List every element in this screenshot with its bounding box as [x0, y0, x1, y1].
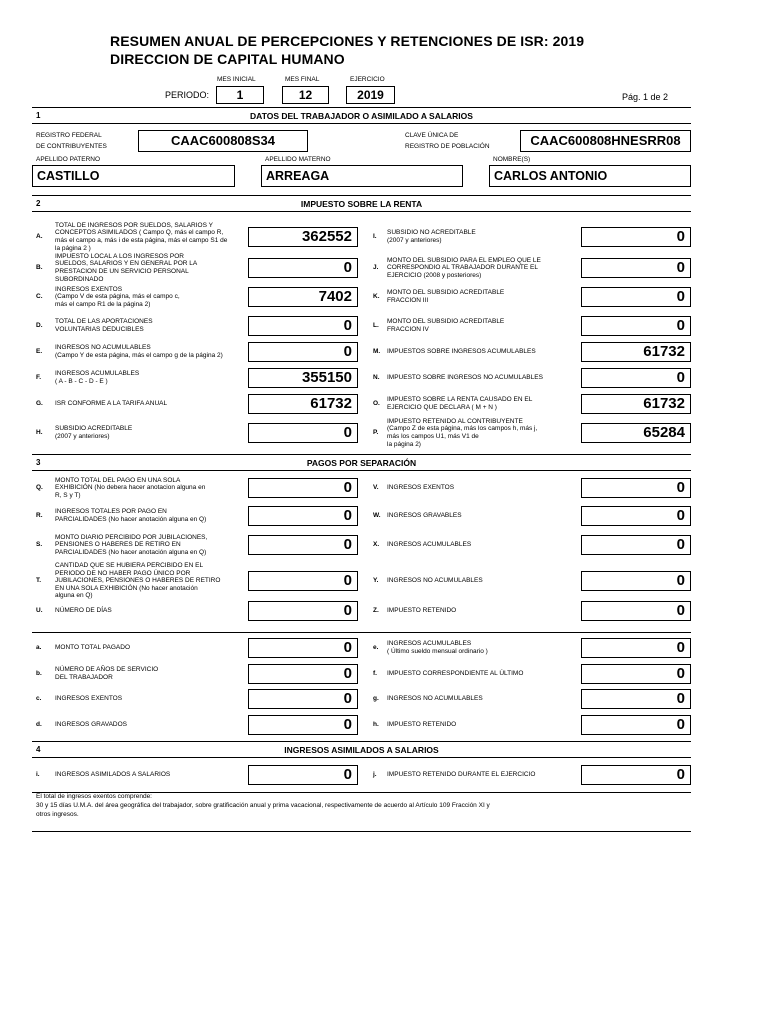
field-description-line: INGRESOS NO ACUMULABLES [387, 577, 483, 585]
field-description-line: SUBSIDIO ACREDITABLE [55, 425, 133, 433]
field-description-line: R, S y T) [55, 491, 81, 499]
field-letter: N. [373, 374, 380, 381]
amount-value: 0 [343, 259, 352, 276]
section3-title: PAGOS POR SEPARACIÓN [306, 458, 417, 468]
field-description-line: IMPUESTO LOCAL A LOS INGRESOS POR [55, 252, 184, 260]
amount-field [581, 478, 691, 498]
field-description-line: MONTO DEL SUBSIDIO PARA EL EMPLEO QUE LE [387, 256, 541, 264]
amount-value: 0 [676, 317, 685, 334]
amount-value: 0 [343, 424, 352, 441]
form-title: RESUMEN ANUAL DE PERCEPCIONES Y RETENCIONES DE ISR: 2019 [110, 33, 585, 49]
field-letter: h. [373, 721, 379, 728]
field-description [387, 577, 577, 585]
field-description-line: (Campo Y de esta página, más el campo g de la página 2) [55, 351, 223, 359]
amount-field [248, 506, 358, 526]
amount-value: 0 [343, 343, 352, 360]
ejercicio-label: EJERCICIO [350, 76, 385, 83]
amount-value: 0 [343, 690, 352, 707]
field-description [387, 640, 577, 655]
field-description [387, 541, 577, 549]
field-description-line: FRACCION III [387, 296, 429, 304]
field-description-line: ( Último sueldo mensual ordinario ) [387, 647, 488, 655]
section4-title: INGRESOS ASIMILADOS A SALARIOS [284, 745, 439, 755]
field-description-line: EXHIBICIÓN (No debera hacer anotacion alguna en [55, 484, 206, 492]
footer-note [36, 792, 656, 819]
field-description [387, 721, 577, 729]
field-description-line: IMPUESTO RETENIDO [387, 721, 457, 729]
amount-value: 61732 [310, 395, 352, 412]
field-description [55, 400, 245, 408]
amount-value: 0 [676, 639, 685, 656]
field-description [55, 318, 245, 333]
field-description [387, 318, 577, 333]
field-description-line: INGRESOS ACUMULABLES [387, 541, 472, 549]
amount-value: 0 [343, 639, 352, 656]
field-description-line: IMPUESTO CORRESPONDIENTE AL ÚLTIMO [387, 670, 524, 678]
field-description-line: IMPUESTO SOBRE LA RENTA CAUSADO EN EL [387, 396, 533, 404]
field-description-line: INGRESOS ACUMULABLES [387, 640, 472, 648]
field-description-line: INGRESOS ACUMULABLES [55, 370, 140, 378]
field-description-line: PENSIONES O HABERES DE RETIRO EN [55, 541, 181, 549]
section3-divider [32, 632, 691, 633]
amount-value: 355150 [301, 369, 352, 386]
field-description-line: INGRESOS EXENTOS [55, 285, 123, 293]
field-description [387, 257, 577, 280]
field-description [387, 771, 577, 779]
amount-field [581, 765, 691, 785]
section2-top-rule [32, 195, 691, 196]
amount-field [581, 258, 691, 278]
amount-value: 0 [343, 536, 352, 553]
field-description-line: CANTIDAD QUE SE HUBIERA PERCIBIDO EN EL [55, 562, 204, 569]
field-letter: U. [36, 607, 43, 614]
amount-field [581, 316, 691, 336]
field-description [387, 348, 577, 356]
section3-top-rule [32, 454, 691, 455]
field-description-line: MONTO DEL SUBSIDIO ACREDITABLE [387, 289, 505, 297]
field-letter: C. [36, 293, 43, 300]
field-description-line: IMPUESTO SOBRE INGRESOS NO ACUMULABLES [387, 374, 543, 382]
amount-value: 0 [343, 665, 352, 682]
field-letter: T. [36, 577, 42, 584]
amount-value: 362552 [301, 228, 352, 245]
amount-field [581, 664, 691, 684]
amount-value: 61732 [643, 395, 685, 412]
field-description [55, 644, 245, 652]
amount-field [248, 342, 358, 362]
field-description [387, 484, 577, 492]
field-description-line: EJERCICIO QUE DECLARA ( M + N ) [387, 403, 497, 411]
field-letter: K. [373, 293, 380, 300]
section1-top-rule [32, 107, 691, 108]
field-description-line: MONTO DEL SUBSIDIO ACREDITABLE [387, 318, 505, 326]
field-letter: R. [36, 512, 43, 519]
field-description-line: (Campo V de esta página, más el campo c, [55, 293, 180, 301]
section1-title-rule [32, 123, 691, 124]
field-description-line: INGRESOS NO ACUMULABLES [55, 344, 151, 352]
amount-field [581, 506, 691, 526]
field-description [55, 721, 245, 729]
field-description-line: JUBILACIONES, PENSIONES O HABERES DE RETIRO [55, 577, 221, 585]
field-description-line: INGRESOS EXENTOS [55, 695, 123, 703]
field-letter: W. [373, 512, 381, 519]
apellido-materno-field: ARREAGA [261, 165, 463, 187]
amount-value: 0 [676, 507, 685, 524]
field-description [55, 286, 245, 309]
amount-field [248, 765, 358, 785]
amount-value: 0 [343, 317, 352, 334]
rfc-label-2: DE CONTRIBUYENTES [36, 143, 107, 150]
curp-label-1: CLAVE ÚNICA DE [405, 132, 459, 139]
field-letter: b. [36, 670, 42, 677]
field-description [55, 695, 245, 703]
section3-title-rule [32, 470, 691, 471]
field-description [55, 344, 245, 359]
bottom-rule [32, 831, 691, 832]
field-letter: S. [36, 541, 43, 548]
footer-line: El total de ingresos exentos comprende: [36, 793, 152, 800]
field-description [55, 222, 245, 252]
field-description-line: CONCEPTOS ASIMILADOS ( Campo Q, más el campo R, [55, 229, 224, 237]
field-letter: D. [36, 322, 43, 329]
amount-field [581, 342, 691, 362]
amount-value: 0 [676, 665, 685, 682]
field-description-line: INGRESOS EXENTOS [387, 484, 455, 492]
field-description-line: SUBSIDIO NO ACREDITABLE [387, 229, 476, 237]
section3-number: 3 [36, 458, 41, 467]
amount-field [581, 287, 691, 307]
field-letter: X. [373, 541, 380, 548]
amount-field [248, 715, 358, 735]
field-description-line: la página 2 ) [55, 244, 91, 252]
field-description [387, 418, 577, 448]
ejercicio-field: 2019 [346, 86, 395, 104]
field-description-line: IMPUESTO RETENIDO [387, 607, 457, 615]
field-letter: J. [373, 264, 379, 271]
field-description-line: (2007 y anteriores) [55, 432, 110, 440]
field-letter: e. [373, 644, 379, 651]
field-description-line: TOTAL DE INGRESOS POR SUELDOS, SALARIOS Y [55, 221, 213, 229]
field-description-line: IMPUESTOS SOBRE INGRESOS ACUMULABLES [387, 348, 536, 356]
rfc-label-1: REGISTRO FEDERAL [36, 132, 102, 139]
field-letter: g. [373, 695, 379, 702]
amount-field [248, 316, 358, 336]
amount-field [581, 227, 691, 247]
field-letter: E. [36, 348, 43, 355]
field-description-line: IMPUESTO RETENIDO AL CONTRIBUYENTE [387, 417, 523, 425]
amount-field [248, 571, 358, 591]
amount-field [248, 601, 358, 621]
amount-value: 61732 [643, 343, 685, 360]
field-description [387, 670, 577, 678]
field-description [55, 370, 245, 385]
field-letter: i. [36, 771, 40, 778]
section4-top-rule [32, 741, 691, 742]
field-description [387, 396, 577, 411]
amount-value: 0 [676, 288, 685, 305]
field-description-line: FRACCION IV [387, 325, 429, 333]
amount-value: 0 [676, 369, 685, 386]
amount-value: 0 [343, 716, 352, 733]
amount-value: 0 [676, 479, 685, 496]
field-description-line: ISR CONFORME A LA TARIFA ANUAL [55, 400, 168, 408]
field-description-line: MONTO TOTAL PAGADO [55, 644, 131, 652]
curp-label-2: REGISTRO DE POBLACIÓN [405, 143, 490, 150]
department-title: DIRECCION DE CAPITAL HUMANO [110, 51, 345, 67]
field-description-line: (2007 y anteriores) [387, 236, 442, 244]
field-letter: V. [373, 484, 379, 491]
mes-inicial-field: 1 [216, 86, 264, 104]
apellido-materno-label: APELLIDO MATERNO [265, 156, 331, 163]
amount-field [581, 715, 691, 735]
field-letter: G. [36, 400, 43, 407]
field-description [55, 607, 245, 615]
field-description-line: NÚMERO DE AÑOS DE SERVICIO [55, 666, 159, 674]
field-description-line: alguna en Q) [55, 592, 93, 600]
nombre-field: CARLOS ANTONIO [489, 165, 691, 187]
field-description-line: más los campos U1, más V1 de [387, 432, 479, 440]
amount-field [248, 394, 358, 414]
amount-field [248, 227, 358, 247]
field-letter: j. [373, 771, 377, 778]
field-description-line: más el campo a, más i de esta página, más el campo S1 de [55, 236, 228, 244]
field-description-line: (Campo Z de esta página, más los campos h, más j, [387, 425, 538, 433]
amount-value: 0 [343, 507, 352, 524]
field-description-line: ( A - B - C - D - E ) [55, 377, 108, 385]
field-letter: Z. [373, 607, 379, 614]
field-description-line: NÚMERO DE DÍAS [55, 607, 112, 615]
field-description-line: la página 2) [387, 440, 421, 448]
amount-field [248, 368, 358, 388]
field-description [55, 477, 245, 500]
field-letter: d. [36, 721, 42, 728]
amount-field [581, 689, 691, 709]
amount-field [248, 689, 358, 709]
amount-field [581, 571, 691, 591]
amount-value: 0 [343, 572, 352, 589]
mes-final-label: MES FINAL [285, 76, 320, 83]
amount-field [581, 535, 691, 555]
field-description-line: VOLUNTARIAS DEDUCIBLES [55, 325, 144, 333]
amount-value: 0 [676, 259, 685, 276]
field-description-line: PARCIALIDADES (No hacer anotación alguna en Q) [55, 515, 207, 523]
amount-field [581, 601, 691, 621]
amount-field [581, 394, 691, 414]
field-letter: B. [36, 264, 43, 271]
section2-title-rule [32, 211, 691, 212]
field-description-line: IMPUESTO RETENIDO DURANTE EL EJERCICIO [387, 771, 536, 779]
field-description-line: TOTAL DE LAS APORTACIONES [55, 318, 153, 326]
field-description-line: más el campo R1 de la página 2) [55, 300, 151, 308]
amount-field [581, 368, 691, 388]
field-letter: L. [373, 322, 379, 329]
apellido-paterno-label: APELLIDO PATERNO [36, 156, 101, 163]
field-description-line: DEL TRABAJADOR [55, 673, 113, 681]
amount-value: 0 [343, 766, 352, 783]
field-description-line: INGRESOS NO ACUMULABLES [387, 695, 483, 703]
field-letter: F. [36, 374, 42, 381]
field-description-line: INGRESOS GRAVABLES [387, 512, 462, 520]
section1-number: 1 [36, 111, 41, 120]
amount-value: 7402 [318, 288, 352, 305]
field-letter: P. [373, 429, 379, 436]
field-description-line: PERIODO DE NO HABER PAGO ÚNICO POR [55, 569, 191, 577]
amount-field [248, 287, 358, 307]
page-number: Pág. 1 de 2 [622, 92, 669, 102]
field-description [387, 607, 577, 615]
amount-field [581, 423, 691, 443]
amount-field [581, 638, 691, 658]
field-description [387, 289, 577, 304]
field-letter: A. [36, 233, 43, 240]
amount-value: 0 [676, 536, 685, 553]
amount-value: 0 [343, 479, 352, 496]
field-description [387, 512, 577, 520]
field-description-line: PRESTACION DE UN SERVICIO PERSONAL [55, 267, 189, 275]
field-description-line: CORRESPONDIO AL TRABAJADOR DURANTE EL [387, 264, 538, 272]
amount-field [248, 478, 358, 498]
field-description [387, 374, 577, 382]
field-description [55, 534, 245, 557]
field-letter: c. [36, 695, 42, 702]
apellido-paterno-field: CASTILLO [32, 165, 235, 187]
amount-value: 0 [676, 716, 685, 733]
amount-value: 0 [676, 228, 685, 245]
rfc-field: CAAC600808S34 [138, 130, 308, 152]
field-description-line: MONTO TOTAL DEL PAGO EN UNA SOLA [55, 476, 181, 484]
field-letter: O. [373, 400, 380, 407]
field-letter: Y. [373, 577, 379, 584]
nombre-label: NOMBRE(S) [493, 156, 531, 163]
section4-number: 4 [36, 745, 41, 754]
field-description-line: MONTO DIARIO PERCIBIDO POR JUBILACIONES, [55, 533, 208, 541]
field-letter: I. [373, 233, 377, 240]
mes-final-field: 12 [282, 86, 329, 104]
field-letter: H. [36, 429, 43, 436]
field-letter: f. [373, 670, 377, 677]
footer-line: 30 y 15 días U.M.A. del área geográfica del trabajador, sobre gratificación anual y prima vacacional, respectivamente de acuerdo al Artículo 109 Fracción XI y [36, 802, 490, 809]
section2-title: IMPUESTO SOBRE LA RENTA [300, 199, 423, 209]
field-description [387, 695, 577, 703]
field-description [55, 666, 245, 681]
amount-field [248, 664, 358, 684]
field-description [55, 253, 245, 283]
field-description-line: SUELDOS, SALARIOS Y EN GENERAL POR LA [55, 260, 198, 268]
field-description [55, 508, 245, 523]
amount-value: 0 [676, 690, 685, 707]
field-letter: Q. [36, 484, 43, 491]
periodo-label: PERIODO: [165, 90, 210, 100]
field-description-line: SUBORDINADO [55, 275, 104, 283]
amount-field [248, 535, 358, 555]
footer-line: otros ingresos. [36, 811, 79, 818]
field-description [387, 229, 577, 244]
amount-value: 0 [676, 572, 685, 589]
field-description [55, 771, 245, 779]
amount-value: 0 [343, 602, 352, 619]
field-letter: M. [373, 348, 381, 355]
amount-field [248, 638, 358, 658]
field-description-line: EN UNA SOLA EXHIBICIÓN (No hacer anotación [55, 584, 198, 592]
amount-value: 65284 [643, 424, 685, 441]
field-description-line: EJERCICIO (2008 y posteriores) [387, 271, 482, 279]
field-description-line: INGRESOS GRAVADOS [55, 721, 127, 729]
amount-field [248, 423, 358, 443]
section4-title-rule [32, 757, 691, 758]
field-letter: a. [36, 644, 42, 651]
amount-field [248, 258, 358, 278]
amount-value: 0 [676, 602, 685, 619]
section2-number: 2 [36, 199, 41, 208]
field-description-line: INGRESOS ASIMILADOS A SALARIOS [55, 771, 171, 779]
mes-inicial-label: MES INICIAL [217, 76, 256, 83]
field-description [55, 425, 245, 440]
field-description-line: PARCIALIDADES (No hacer anotación alguna en Q) [55, 548, 207, 556]
curp-field: CAAC600808HNESRR08 [520, 130, 691, 152]
section1-title: DATOS DEL TRABAJADOR O ASIMILADO A SALARIOS [250, 111, 473, 121]
amount-value: 0 [676, 766, 685, 783]
field-description-line: INGRESOS TOTALES POR PAGO EN [55, 508, 167, 516]
field-description [55, 562, 245, 600]
